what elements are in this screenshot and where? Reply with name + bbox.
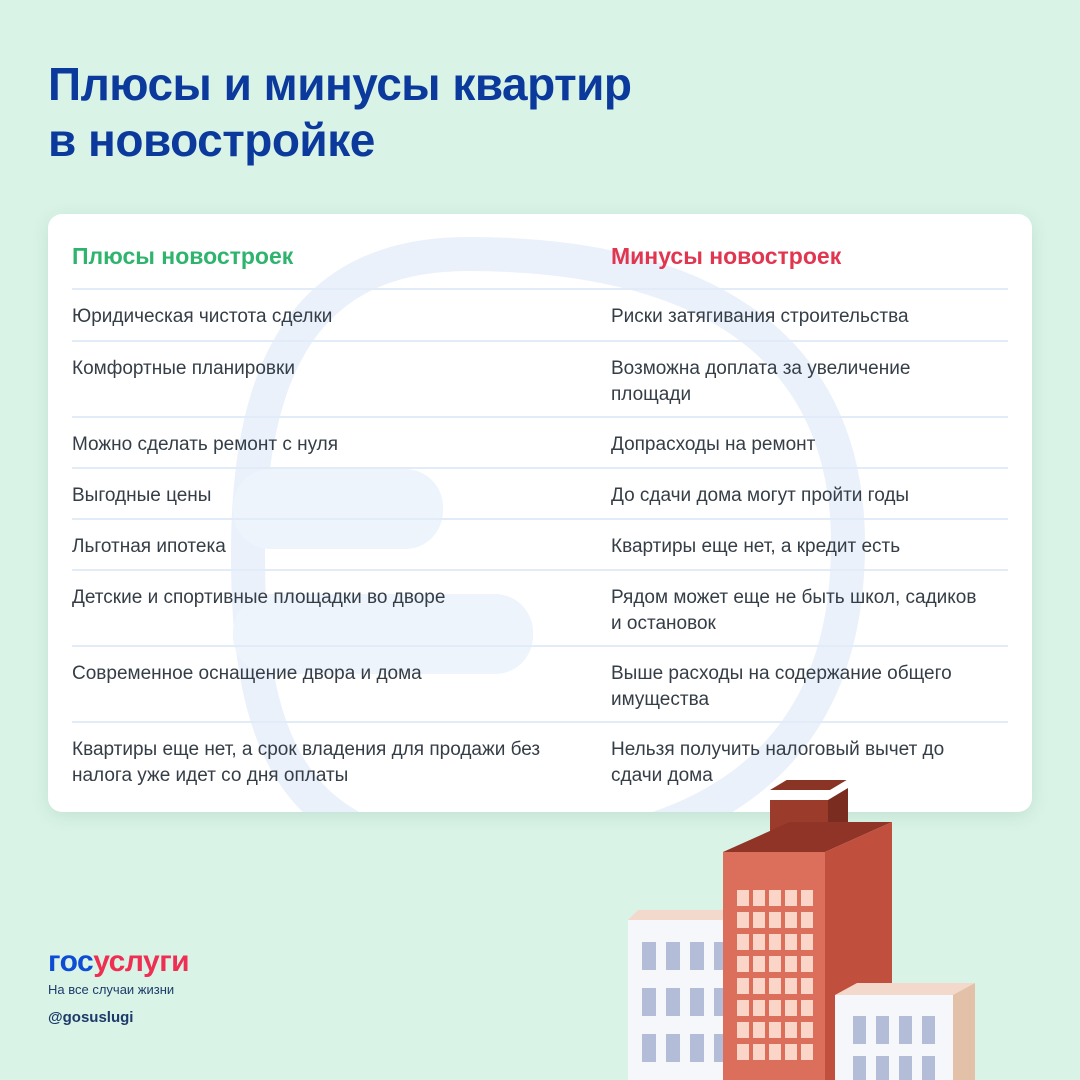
table-row [72, 569, 1008, 645]
page-title-line-2: в новостройке [48, 114, 375, 166]
pro-cell: Современное оснащение двора и дома [72, 663, 422, 684]
con-cell: Рядом может еще не быть школ, садиков и остановок [611, 587, 977, 634]
logo-wordmark-part-1: гос [48, 945, 94, 978]
comparison-card [48, 214, 1032, 812]
page-title-line-1: Плюсы и минусы квартир [48, 58, 632, 110]
gosuslugi-logo [48, 946, 189, 1026]
pro-cell: Комфортные планировки [72, 358, 295, 379]
pro-cell: Можно сделать ремонт с нуля [72, 434, 339, 455]
pro-cell: Квартиры еще нет, а срок владения для продажи без налога уже идет со дня оплаты [72, 739, 541, 786]
pro-cell: Юридическая чистота сделки [72, 306, 333, 327]
table-row [72, 467, 1008, 518]
pro-cell: Выгодные цены [72, 485, 212, 506]
pro-cell: Льготная ипотека [72, 536, 226, 557]
con-cell: До сдачи дома могут пройти годы [611, 485, 910, 506]
right-building [835, 983, 975, 1080]
logo-wordmark-part-2: услуги [93, 945, 190, 978]
logo-slogan: На все случаи жизни [48, 982, 175, 997]
pro-cell: Детские и спортивные площадки во дворе [72, 587, 446, 608]
social-handle: @gosuslugi [48, 1009, 134, 1026]
table-row [72, 518, 1008, 569]
table-row [72, 645, 1008, 721]
con-cell: Выше расходы на содержание общего имущества [611, 663, 952, 710]
comparison-rows [72, 288, 1008, 801]
con-cell: Нельзя получить налоговый вычет до сдачи дома [611, 739, 945, 786]
logo-wordmark [48, 946, 189, 978]
con-cell: Допрасходы на ремонт [611, 434, 816, 455]
table-row [72, 340, 1008, 416]
table-row [72, 288, 1008, 340]
con-cell: Квартиры еще нет, а кредит есть [611, 536, 901, 557]
table-row [72, 416, 1008, 467]
page-title [48, 56, 632, 168]
buildings-illustration-icon [620, 780, 1080, 1080]
con-cell: Возможна доплата за увеличение площади [611, 358, 911, 405]
con-cell: Риски затягивания строительства [611, 306, 909, 327]
cons-header: Минусы новостроек [611, 243, 842, 269]
pros-header: Плюсы новостроек [72, 243, 294, 269]
